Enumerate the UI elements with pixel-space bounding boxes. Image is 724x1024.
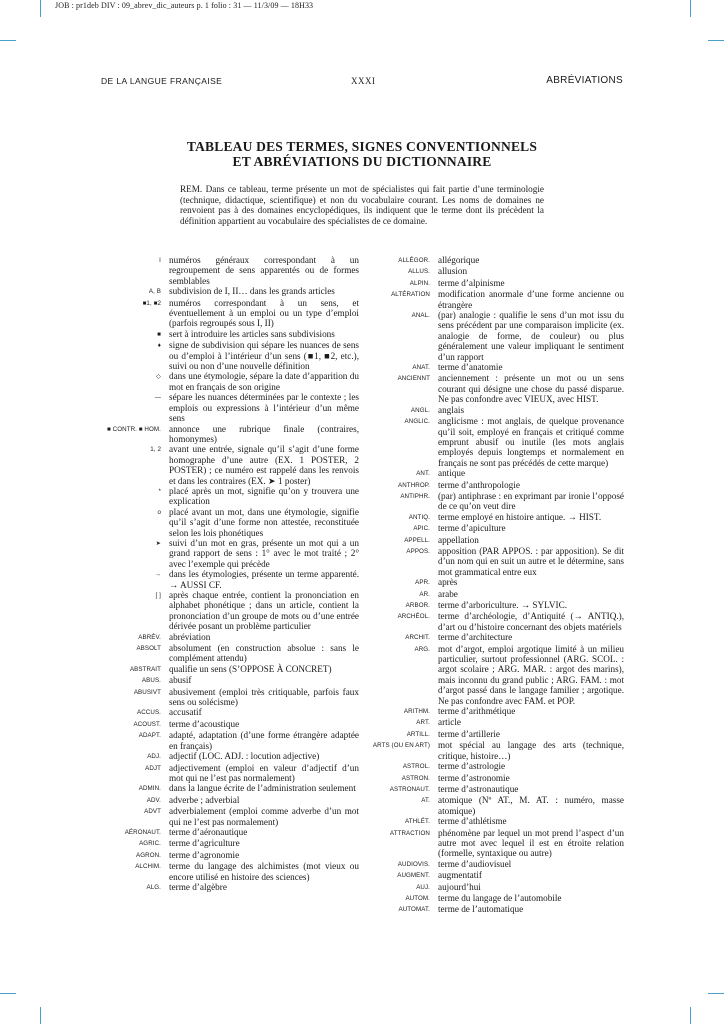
entry-abbreviation: ABSTRAIT <box>129 665 161 673</box>
entry-definition: mot spécial au langage des arts (technique, critique, histoire…) <box>438 740 624 761</box>
glossary-entry <box>101 424 359 445</box>
entry-abbreviation: ARTILL. <box>406 730 430 738</box>
entry-definition: terme d’astronomie <box>438 772 510 783</box>
entry-abbreviation: ALPIN. <box>409 279 430 287</box>
entry-abbreviation: AÉRONAUT. <box>124 828 161 836</box>
entry-abbreviation: ■1, ■2 <box>142 299 161 307</box>
entry-abbreviation: AR. <box>419 590 430 598</box>
crop-mark <box>708 40 724 41</box>
entry-abbreviation: ARCHIT. <box>405 634 430 642</box>
entry-abbreviation: ABUSIVT <box>133 688 161 696</box>
crop-mark <box>690 0 691 17</box>
entry-definition: anciennement : présente un mot ou un sens courant qui désigne une chose du passé disparue. Ne pas confondre avec VIEUX, avec HIST. <box>438 373 624 405</box>
entry-abbreviation: AGRON. <box>135 851 161 859</box>
entry-abbreviation: o <box>157 508 161 516</box>
entry-abbreviation: ■ <box>157 330 161 338</box>
entry-abbreviation: ANAL. <box>411 312 430 320</box>
glossary-entry <box>101 730 359 751</box>
glossary-entry <box>101 538 359 569</box>
entry-abbreviation: ADV. <box>146 796 161 804</box>
glossary-entry <box>362 416 624 468</box>
entry-abbreviation: APIC. <box>413 525 430 533</box>
glossary-entry <box>362 512 624 523</box>
crop-mark <box>708 993 724 994</box>
right-column <box>362 255 624 916</box>
entry-definition: après <box>438 577 458 588</box>
page-number: XXXI <box>351 76 376 86</box>
glossary-entry <box>362 480 624 491</box>
entry-abbreviation: AT. <box>421 797 430 805</box>
entry-definition: augmentatif <box>438 870 482 881</box>
glossary-entry <box>101 707 359 718</box>
entry-abbreviation: ANTHROP. <box>398 481 430 489</box>
glossary-entry <box>101 298 359 329</box>
entry-abbreviation: ATHLÉT. <box>405 818 430 826</box>
entry-abbreviation: ACCUS. <box>137 709 161 717</box>
entry-abbreviation: AGRIC. <box>139 840 161 848</box>
entry-abbreviation: ABUS. <box>141 677 161 685</box>
entry-definition: antique <box>438 468 466 479</box>
entry-abbreviation: ANAT. <box>412 364 430 372</box>
entry-abbreviation: APPELL. <box>404 536 430 544</box>
entry-definition: article <box>438 717 461 728</box>
entry-definition: terme d’artillerie <box>438 728 500 739</box>
entry-abbreviation: ABRÉV. <box>138 633 161 641</box>
crop-mark <box>40 0 41 17</box>
glossary-entry <box>362 859 624 870</box>
entry-definition: allégorique <box>438 255 480 265</box>
title-line-1: TABLEAU DES TERMES, SIGNES CONVENTIONNELS <box>186 139 538 154</box>
glossary-entry <box>101 590 359 632</box>
entry-abbreviation: ADAPT. <box>138 732 161 740</box>
glossary-entry <box>101 827 359 838</box>
glossary-entry <box>362 278 624 289</box>
entry-abbreviation: ARTS (OU EN ART) <box>372 742 430 750</box>
entry-definition: terme de l’automatique <box>438 904 524 915</box>
glossary-entry <box>362 362 624 373</box>
entry-abbreviation: ARCHÉOL. <box>397 613 430 621</box>
entry-definition: numéros généraux correspondant à un regroupement de sens apparentés ou de formes semblables <box>169 255 359 286</box>
entry-definition: avant une entrée, signale qu’il s’agit d’une forme homographe d’une autre (EX. 1 POSTER, 2 POSTER) ; ce numéro est rappelé dans les renvois et dans les contraires (EX. ➤ 1 poster) <box>169 444 359 486</box>
header-right: ABRÉVIATIONS <box>546 75 623 86</box>
glossary-entry <box>362 773 624 784</box>
glossary-entry <box>101 632 359 643</box>
page-title <box>100 139 624 169</box>
glossary-entry <box>101 643 359 664</box>
glossary-entry <box>101 371 359 392</box>
glossary-entry <box>101 329 359 340</box>
glossary-entry <box>101 795 359 806</box>
entry-abbreviation: ♦ <box>157 342 161 350</box>
glossary-entry <box>101 806 359 827</box>
glossary-entry <box>362 632 624 643</box>
title-line-2: ET ABRÉVIATIONS DU DICTIONNAIRE <box>232 154 492 169</box>
entry-abbreviation: ANTIQ. <box>408 513 430 521</box>
entry-abbreviation: A, B <box>148 288 161 296</box>
glossary-entry <box>362 589 624 600</box>
entry-abbreviation: ASTRONAUT. <box>389 785 430 793</box>
crop-mark <box>690 1007 691 1024</box>
glossary-entry <box>362 870 624 881</box>
entry-abbreviation: ALLÉGOR. <box>398 257 430 264</box>
entry-definition: terme employé en histoire antique. → HIST. <box>438 511 602 522</box>
glossary-entry <box>101 444 359 486</box>
entry-abbreviation: ANT. <box>416 470 430 478</box>
entry-abbreviation: 1, 2 <box>150 446 161 454</box>
entry-abbreviation: — <box>154 394 161 402</box>
entry-definition: terme d’arithmétique <box>438 706 516 717</box>
glossary-entry <box>101 569 359 590</box>
glossary-entry <box>362 717 624 728</box>
glossary-entry <box>101 340 359 371</box>
glossary-entry <box>101 850 359 861</box>
entry-definition: suivi d’un mot en gras, présente un mot qui a un grand rapport de sens : 1° avec le mot traité ; 2° avec l’exemple qui précède <box>169 537 359 569</box>
glossary-entry <box>362 740 624 761</box>
entry-definition: terme d’aéronautique <box>169 826 248 837</box>
entry-abbreviation: ALTÉRATION <box>391 291 430 299</box>
glossary-entry <box>362 761 624 772</box>
entry-definition: subdivision de I, II… dans les grands articles <box>169 286 335 297</box>
glossary-entry <box>362 893 624 904</box>
entry-definition: terme d’acoustique <box>169 718 240 729</box>
glossary-entry <box>362 729 624 740</box>
entry-abbreviation: ART. <box>416 719 430 727</box>
entry-definition: terme d’architecture <box>438 632 513 643</box>
entry-definition: anglicisme : mot anglais, de quelque provenance qu’il soit, employé en français et critiqué comme emprunt abusif ou inutile (les mots anglais employés depuis longtemps et normalement en français ne sont pas précédés de cette marque) <box>438 416 624 468</box>
entry-definition: modification anormale d’une forme ancienne ou étrangère <box>438 289 624 310</box>
entry-definition: accusatif <box>169 707 202 718</box>
entry-definition: absolument (en construction absolue : sans le complément attendu) <box>169 643 359 664</box>
entry-abbreviation: ADJT <box>145 764 161 772</box>
running-header <box>101 76 623 88</box>
glossary-entry <box>362 266 624 277</box>
header-left: DE LA LANGUE FRANÇAISE <box>101 76 223 86</box>
glossary-entry <box>362 706 624 717</box>
entry-abbreviation: ANCIENNT <box>397 375 430 383</box>
entry-definition: dans une étymologie, sépare la date d’apparition du mot en français de son origine <box>169 371 359 392</box>
glossary-entry <box>362 491 624 512</box>
entry-definition: abusivement (emploi très critiquable, parfois faux sens ou solécisme) <box>169 686 359 708</box>
entry-definition: adverbialement (emploi comme adverbe d’un mot qui ne l’est pas normalement) <box>169 806 359 827</box>
entry-abbreviation: ARG. <box>414 645 430 653</box>
entry-abbreviation: ANGL. <box>410 406 430 414</box>
entry-abbreviation: AUTOM. <box>405 894 430 902</box>
glossary-entry <box>101 664 359 675</box>
entry-abbreviation: ARBOR. <box>405 602 430 609</box>
entry-definition: dans les étymologies, présente un terme apparenté. → AUSSI CF. <box>169 569 359 590</box>
glossary-entry <box>101 507 359 538</box>
glossary-entry <box>362 644 624 706</box>
glossary-entry <box>362 289 624 310</box>
entry-definition: terme d’agronomie <box>169 849 240 860</box>
entry-definition: terme d’agriculture <box>169 838 240 849</box>
entry-abbreviation: [ ] <box>155 592 161 599</box>
entry-definition: adverbe ; adverbial <box>169 794 240 805</box>
glossary-entry <box>362 546 624 577</box>
entry-definition: terme d’apiculture <box>438 523 506 534</box>
entry-abbreviation: ◇ <box>156 373 161 381</box>
entry-definition: abusif <box>169 675 192 686</box>
entry-definition: anglais <box>438 404 465 415</box>
entry-abbreviation: AUJ. <box>416 883 430 891</box>
entry-definition: allusion <box>438 266 468 277</box>
glossary-entry <box>362 828 624 859</box>
entry-definition: terme d’audiovisuel <box>438 858 512 869</box>
left-column <box>101 255 359 893</box>
entry-definition: phénomène par lequel un mot prend l’aspect d’un autre mot avec lequel il est en étroite relation (formelle, syntaxique ou autre) <box>438 827 624 859</box>
entry-abbreviation: ANTIPHR. <box>400 492 430 500</box>
entry-abbreviation: AUTOMAT. <box>398 906 430 914</box>
entry-definition: terme d’astronautique <box>438 783 519 794</box>
entry-definition: terme du langage des alchimistes (mot vieux ou encore utilisé en histoire des sciences) <box>169 861 359 882</box>
glossary-entry <box>362 468 624 479</box>
glossary-entry <box>101 255 359 286</box>
entry-definition: terme d’anatomie <box>438 362 503 373</box>
entry-definition: après chaque entrée, contient la prononciation en alphabet phonétique ; dans un article, contient la prononciation d’un groupe de mots ou d’une entrée dérivée posant un problème particulier <box>169 590 359 632</box>
entry-abbreviation: ALG. <box>146 883 161 891</box>
glossary-entry <box>362 255 624 266</box>
entry-definition: aujourd’hui <box>438 881 481 892</box>
glossary-entry <box>101 486 359 507</box>
glossary-entry <box>362 523 624 534</box>
entry-abbreviation: ATTRACTION <box>389 829 430 837</box>
entry-abbreviation: ■ CONTR. ■ HOM. <box>106 425 161 433</box>
entry-abbreviation: ADMIN. <box>138 785 161 793</box>
glossary-entry <box>362 904 624 915</box>
entry-definition: appellation <box>438 534 479 545</box>
entry-definition: dans la langue écrite de l’administration seulement <box>169 783 356 794</box>
crop-mark <box>0 993 16 994</box>
entry-abbreviation: ACOUST. <box>133 720 161 728</box>
glossary-entry <box>101 861 359 882</box>
glossary-entry <box>362 784 624 795</box>
glossary-entry <box>362 816 624 827</box>
entry-definition: atomique (Nº AT., M. AT. : numéro, masse atomique) <box>438 795 624 816</box>
glossary-entry <box>101 783 359 794</box>
entry-abbreviation: I <box>159 257 161 264</box>
glossary-entry <box>362 373 624 404</box>
entry-abbreviation: ALLUS. <box>408 268 430 276</box>
entry-abbreviation: ASTROL. <box>402 763 430 771</box>
entry-abbreviation: APPOS. <box>406 547 430 555</box>
glossary-entry <box>362 577 624 588</box>
entry-definition: signe de subdivision qui sépare les nuances de sens ou d’emploi à l’intérieur d’un sens (■1, ■2, etc.), suivi ou non d’une nouvelle définition <box>169 340 359 372</box>
entry-definition: terme d’astrologie <box>438 761 506 772</box>
entry-definition: terme d’archéologie, d’Antiquité (→ ANTIQ.), d’art ou d’histoire concernant des objets matériels <box>438 611 624 632</box>
entry-definition: terme d’arboriculture. → SYLVIC. <box>438 600 568 610</box>
glossary-entry <box>362 310 624 362</box>
entry-definition: mot d’argot, emploi argotique limité à un milieu particulier, surtout professionnel (ARG. SCOL. : argot scolaire ; ARG. MAR. : argot des marins), mais inconnu du grand public ; ARG. FAM. : mot d’argot passé dans le langage familier ; argotique. Ne pas confondre avec FAM. et POP. <box>438 643 624 706</box>
glossary-entry <box>101 675 359 686</box>
glossary-entry <box>362 882 624 893</box>
glossary-entry <box>362 795 624 816</box>
entry-definition: terme d’athlétisme <box>438 816 507 827</box>
entry-definition: terme d’algèbre <box>169 881 227 892</box>
glossary-entry <box>362 405 624 416</box>
glossary-entry <box>101 882 359 893</box>
glossary-entry <box>362 611 624 632</box>
glossary-entry <box>101 286 359 297</box>
glossary-entry <box>101 763 359 784</box>
remark-paragraph: REM. Dans ce tableau, terme présente un mot de spécialistes qui fait partie d’une terminologie (technique, didactique, scientifique) et non du vocabulaire courant. Les noms de domaines ne renvoient pas à des domaines encyclopédiques, ils indiquent que le terme dont ils précèdent la définition appartient au vocabulaire des spécialistes de ce domaine. <box>180 184 544 226</box>
entry-abbreviation: ALCHIM. <box>135 863 161 871</box>
entry-abbreviation: * <box>158 487 161 495</box>
glossary-entry <box>101 392 359 423</box>
glossary-entry <box>101 751 359 762</box>
entry-abbreviation: AUDIOVIS. <box>397 860 430 868</box>
entry-abbreviation: ADVT <box>144 808 161 816</box>
entry-definition: terme d’anthropologie <box>438 479 520 490</box>
entry-definition: sépare les nuances déterminées par le contexte ; les emplois ou expressions à l’intérieur d’un même sens <box>169 392 359 424</box>
entry-definition: placé après un mot, signifie qu’on y trouvera une explication <box>169 485 359 507</box>
entry-definition: sert à introduire les articles sans subdivisions <box>169 328 335 339</box>
entry-definition: abréviation <box>169 631 211 642</box>
entry-definition: adjectivement (emploi en valeur d’adjectif d’un mot qui ne l’est pas normalement) <box>169 762 359 783</box>
entry-abbreviation: ADJ. <box>147 753 161 761</box>
entry-definition: apposition (PAR APPOS. : par apposition). Se dit d’un nom qui en suit un autre et le détermine, sans mot grammatical entre eux <box>438 545 624 577</box>
glossary-entry <box>101 687 359 708</box>
entry-definition: adapté, adaptation (d’une forme étrangère adaptée en français) <box>169 730 359 751</box>
entry-definition: placé avant un mot, dans une étymologie, signifie qu’il s’agit d’une forme non attestée, reconstituée selon les lois phonétiques <box>169 506 359 538</box>
entry-abbreviation: ➤ <box>155 539 161 547</box>
entry-definition: (par) analogie : qualifie le sens d’un mot issu du sens précédent par une comparaison implicite (ex. analogie de forme, de couleur) ou plus généralement une valeur impliquant le sentiment d’un rapport <box>438 310 624 362</box>
print-slug: JOB : pr1deb DIV : 09_abrev_dic_auteurs p. 1 folio : 31 — 11/3/09 — 18H33 <box>55 1 314 10</box>
crop-mark <box>40 1007 41 1024</box>
glossary-entry <box>362 600 624 611</box>
entry-abbreviation: ABSOLT <box>136 645 161 653</box>
entry-abbreviation: ANGLIC. <box>404 418 430 426</box>
glossary-entry <box>362 535 624 546</box>
entry-definition: qualifie un sens (S’OPPOSE À CONCRET) <box>169 663 332 674</box>
entry-abbreviation: → <box>154 571 161 579</box>
entry-definition: arabe <box>438 588 458 599</box>
entry-abbreviation: ARITHM. <box>403 708 430 716</box>
entry-definition: (par) antiphrase : en exprimant par ironie l’opposé de ce qu’on veut dire <box>438 490 624 512</box>
entry-abbreviation: AUGMENT. <box>397 872 430 880</box>
entry-definition: terme du langage de l’automobile <box>438 892 562 903</box>
glossary-entry <box>101 719 359 730</box>
crop-mark <box>0 40 16 41</box>
glossary-entry <box>101 838 359 849</box>
entry-definition: adjectif (LOC. ADJ. : locution adjective) <box>169 751 320 762</box>
entry-definition: numéros correspondant à un sens, et éventuellement à un emploi ou un type d’emploi (parfois regroupés sous I, II) <box>169 297 359 329</box>
entry-abbreviation: ASTRON. <box>401 774 430 782</box>
entry-definition: terme d’alpinisme <box>438 277 505 288</box>
entry-definition: annonce une rubrique finale (contraires, homonymes) <box>169 423 359 444</box>
entry-abbreviation: APR. <box>415 579 430 587</box>
